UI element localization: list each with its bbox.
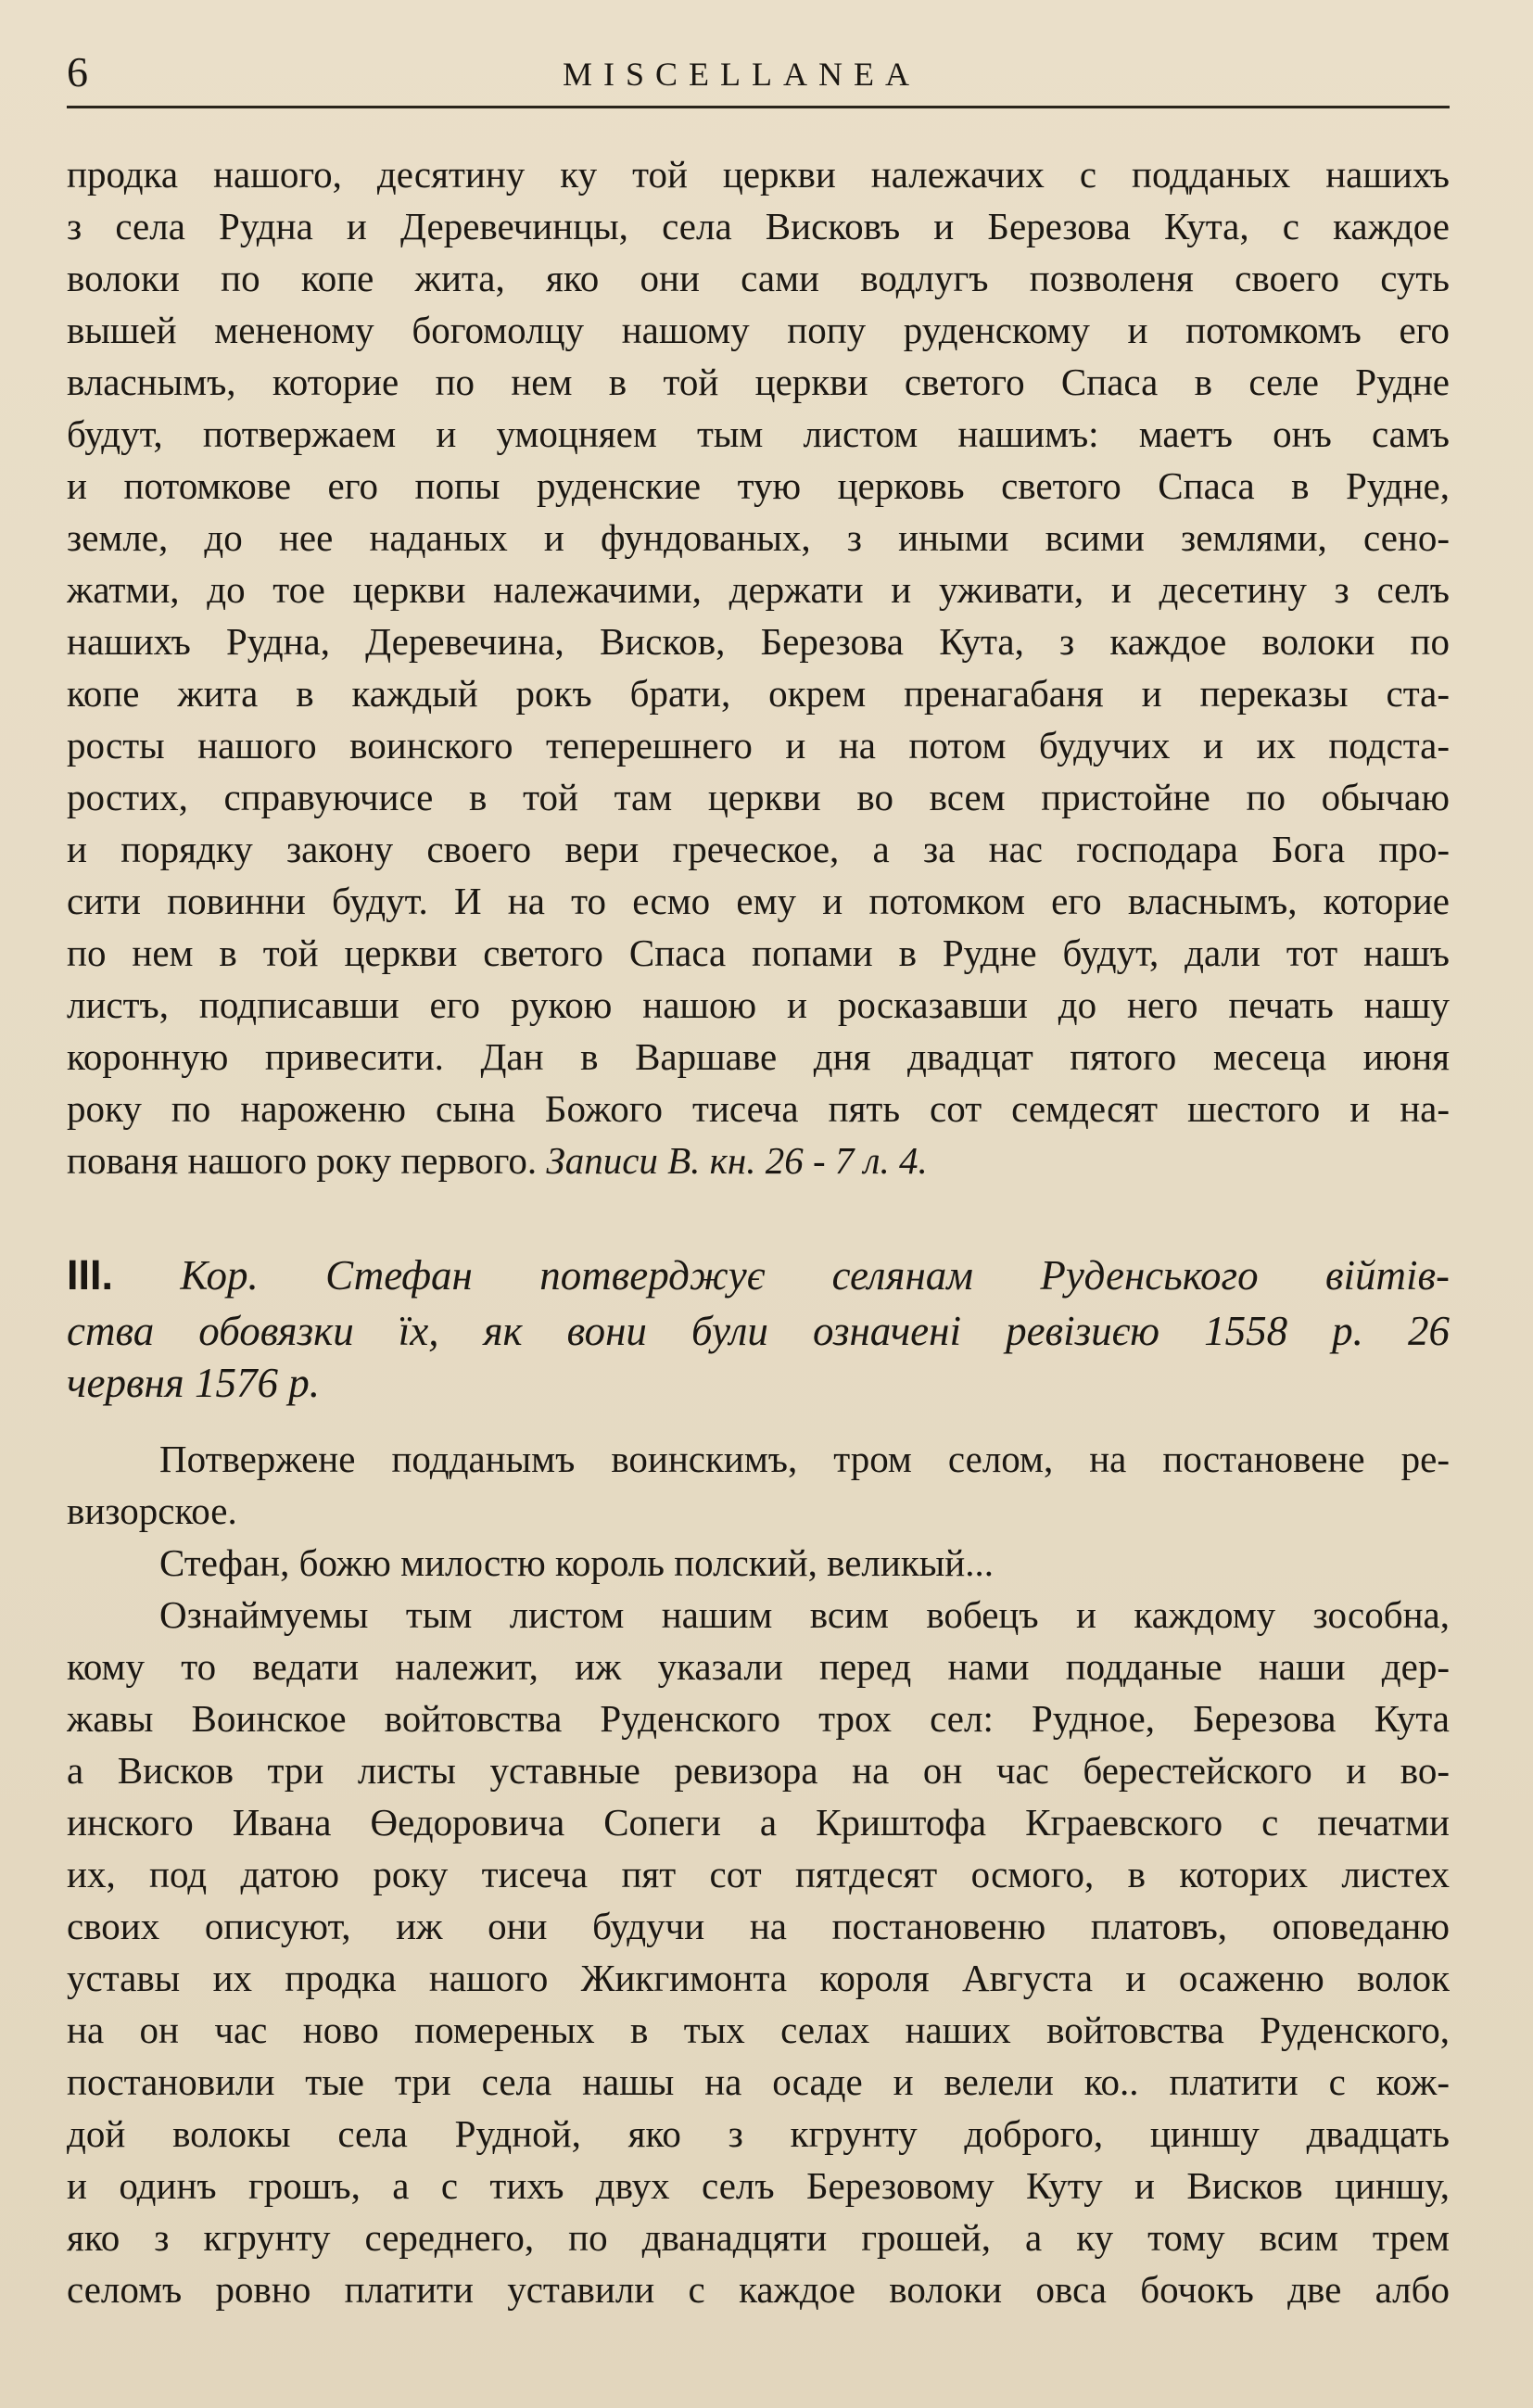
text-line: и порядку закону своего вери греческое, а за нас господара Бога про- [67, 828, 1450, 870]
text-line: ростих, справуючисе в той там церкви во всем пристойне по обычаю [67, 776, 1450, 818]
text-line: визорское. [67, 1489, 237, 1532]
text-line: а Висков три листы уставные ревизора на он час берестейского и во- [67, 1749, 1450, 1792]
text-line: волоки по копе жита, яко они сами водлугъ позволеня своего суть [67, 257, 1450, 299]
text-line: продка нашого, десятину ку той церкви належачих с подданых нашихъ [67, 153, 1450, 196]
text-line: року по нароженю сына Божого тисеча пять сот семдесят шестого и на- [67, 1087, 1450, 1130]
section-title-text: червня 1576 р. [67, 1360, 320, 1406]
text-line: дой волокы села Рудной, яко з кгрунту доброго, циншу двадцать [67, 2112, 1450, 2155]
text-line: вышей мененому богомолцу нашому попу руденскому и потомкомъ его [67, 309, 1450, 351]
text-line: Стефан, божю милостю король полский, великый... [159, 1541, 994, 1584]
section-title-line [67, 1357, 1450, 1409]
section-title-line: Кор. Стефан потверджує селянам Руденського війтів- [180, 1252, 1450, 1299]
section-number: III. [67, 1251, 114, 1299]
text-line: уставы их продка нашого Жикгимонта короля Августа и осаженю волок [67, 1957, 1450, 1999]
closing-line [67, 1134, 1450, 1186]
text-line: Потвержене подданымъ воинскимъ, тром селом, на постановене ре- [159, 1438, 1450, 1480]
text-line: на он час ново помереных в тых селах наших войтовства Руденского, [67, 2009, 1450, 2051]
text-line: селомъ ровно платити уставили с каждое волоки овса бочокъ две албо [67, 2268, 1450, 2311]
text-line: по нем в той церкви светого Спаса попами в Рудне будут, дали тот нашъ [67, 932, 1450, 974]
closing-text: ованя нашого року первого. [86, 1139, 538, 1182]
text-line: будут, потвержаем и умоцняем тым листом нашимъ: маетъ онъ самъ [67, 412, 1450, 455]
text-line: коронную привесити. Дан в Варшаве дня двадцат пятого месеца июня [67, 1035, 1450, 1078]
section-title-line [67, 1305, 1450, 1357]
text-line: листъ, подписавши его рукою нашою и росказавши до него печать нашу [67, 983, 1450, 1026]
closing-line-prefix: п [67, 1139, 87, 1182]
page-header [0, 0, 1533, 130]
text-line: своих описуют, иж они будучи на постановеню платовъ, оповеданю [67, 1905, 1450, 1947]
text-line: власнымъ, которие по нем в той церкви светого Спаса в селе Рудне [67, 361, 1450, 403]
text-line: нашихъ Рудна, Деревечина, Висков, Березова Кута, з каждое волоки по [67, 620, 1450, 663]
page-number: 6 [67, 48, 88, 95]
text-line: жавы Воинское войтовства Руденского трох сел: Рудное, Березова Кута [67, 1697, 1450, 1740]
text-line: копе жита в каждый рокъ брати, окрем пренагабаня и переказы ста- [67, 672, 1450, 715]
text-line: и потомкове его попы руденские тую церковь светого Спаса в Рудне, [67, 464, 1450, 507]
text-line: Ознаймуемы тым листом нашим всим вобецъ и каждому зособна, [159, 1593, 1450, 1636]
text-line: земле, до нее наданых и фундованых, з иными всими землями, сено- [67, 516, 1450, 559]
running-head: MISCELLANEA [563, 56, 920, 93]
text-line: кому то ведати належит, иж указали перед нами подданые наши дер- [67, 1645, 1450, 1688]
text-line: их, под датою року тисеча пят сот пятдесят осмого, в которих листех [67, 1853, 1450, 1895]
text-line: сити повинни будут. И на то есмо ему и потомком его власнымъ, которие [67, 880, 1450, 922]
section-title-text: ства обовязки їх, як вони були означені ревізиєю 1558 р. 26 [67, 1308, 1450, 1354]
text-line: з села Рудна и Деревечинцы, села Висковъ и Березова Кута, с каждое [67, 205, 1450, 247]
text-line: жатми, до тое церкви належачими, держати и уживати, и десетину з селъ [67, 568, 1450, 611]
header-rule [67, 106, 1450, 108]
text-line: и одинъ грошъ, а с тихъ двух селъ Березовому Куту и Висков циншу, [67, 2164, 1450, 2207]
text-line: инского Ивана Өедоровича Сопеги а Криштофа Кграевского с печатми [67, 1801, 1450, 1844]
text-line: яко з кгрунту середнего, по дванадцяти грошей, а ку тому всим трем [67, 2216, 1450, 2259]
source-reference: Записи В. кн. 26 - 7 л. 4. [546, 1139, 928, 1182]
section-heading [67, 1249, 1450, 1301]
text-line: постановили тые три села нашы на осаде и велели ко.. платити с кож- [67, 2060, 1450, 2103]
text-line: росты нашого воинского теперешнего и на потом будучих и их подста- [67, 724, 1450, 767]
